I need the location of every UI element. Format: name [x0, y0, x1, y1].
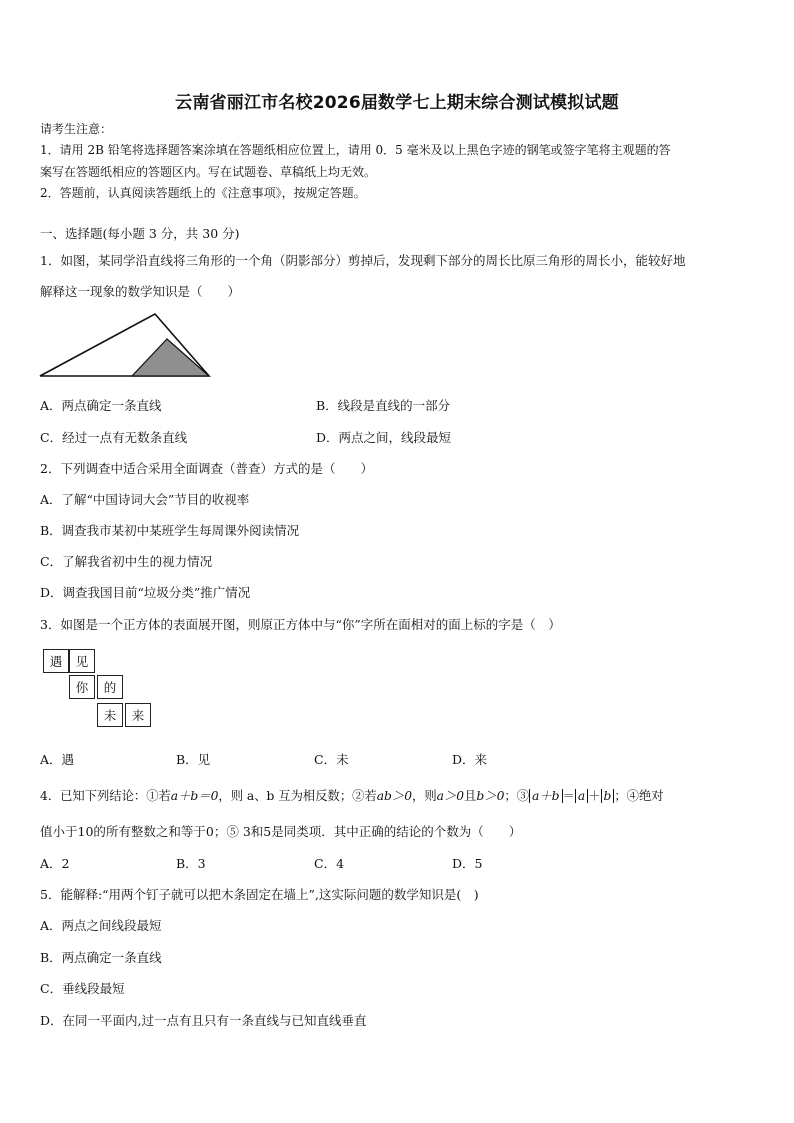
q3-stem: 3．如图是一个正方体的表面展开图，则原正方体中与“你”字所在面相对的面上标的字是（ ）: [40, 617, 561, 632]
section-heading: 一、选择题(每小题 3 分，共 30 分): [40, 226, 240, 241]
q1-stem-line-2: 解释这一现象的数学知识是（ ）: [40, 284, 241, 299]
q5-stem: 5．能解释:“用两个钉子就可以把木条固定在墙上”,这实际问题的数学知识是( ): [40, 887, 479, 902]
notice-heading: 请考生注意：: [40, 122, 113, 136]
notice-line-3: 2．答题前，认真阅读答题纸上的《注意事项》，按规定答题。: [40, 186, 366, 200]
cube-net-figure: [43, 649, 153, 729]
q4-expr-2: ab＞0: [376, 789, 413, 803]
q1-stem-line-1: 1．如图，某同学沿直线将三角形的一个角（阴影部分）剪掉后，发现剩下部分的周长比原三角形的周长小，能较好地: [40, 253, 686, 268]
net-cell-4: 的: [97, 675, 123, 699]
q3-option-d: D．来: [452, 752, 488, 767]
q2-option-d: D．调查我国目前“垃圾分类”推广情况: [40, 585, 251, 600]
q5-option-a: A．两点之间线段最短: [40, 918, 162, 933]
net-cell-1: 遇: [43, 649, 69, 673]
q3-option-b: B．见: [176, 752, 211, 767]
q4-abs-a: a: [575, 789, 588, 803]
q4-option-d: D．5: [452, 856, 483, 871]
q4-plus: ＋: [588, 789, 601, 803]
q1-option-c: C．经过一点有无数条直线: [40, 430, 188, 445]
notice-line-1: 1．请用 2B 铅笔将选择题答案涂填在答题纸相应位置上，请用 0．5 毫米及以上黑色字迹的钢笔或签字笔将主观题的答: [40, 143, 671, 157]
q4-expr-1: a＋b＝0: [170, 789, 219, 803]
shaded-corner: [132, 339, 209, 376]
q4-text-5: ；③: [504, 789, 530, 803]
q4-equals: ＝: [562, 789, 575, 803]
q1-triangle-figure: [37, 310, 213, 380]
page-title: 云南省丽江市名校2026届数学七上期末综合测试模拟试题: [175, 93, 619, 113]
q5-option-d: D．在同一平面内,过一点有且只有一条直线与已知直线垂直: [40, 1013, 367, 1028]
q2-option-c: C．了解我省初中生的视力情况: [40, 554, 213, 569]
q4-text-2: ，则 a、b 互为相反数；②若: [218, 789, 377, 803]
q4-option-b: B．3: [176, 856, 206, 871]
q4-text-4: 且: [464, 789, 477, 803]
q4-stem-line-2: 值小于10的所有整数之和等于0；⑤ 3和5是同类项．其中正确的结论的个数为（ ）: [40, 824, 522, 839]
q4-option-a: A．2: [40, 856, 70, 871]
q3-option-c: C．未: [314, 752, 349, 767]
q5-option-b: B．两点确定一条直线: [40, 950, 162, 965]
q4-stem-line-1: [40, 786, 664, 804]
q4-text-6: ；④绝对: [614, 789, 664, 803]
q4-abs-sum: a＋b: [529, 789, 563, 803]
q4-expr-4: b＞0: [476, 789, 505, 803]
q3-option-a: A．遇: [40, 752, 75, 767]
q4-option-c: C．4: [314, 856, 345, 871]
q4-abs-b: b: [601, 789, 615, 803]
net-cell-3: 你: [69, 675, 95, 699]
q4-text-3: ，则: [412, 789, 437, 803]
net-cell-6: 来: [125, 703, 151, 727]
q2-option-b: B．调查我市某初中某班学生每周课外阅读情况: [40, 523, 300, 538]
q1-option-a: A．两点确定一条直线: [40, 398, 162, 413]
q1-option-b: B．线段是直线的一部分: [316, 398, 451, 413]
net-cell-2: 见: [69, 649, 95, 673]
q2-stem: 2．下列调查中适合采用全面调查（普查）方式的是（ ）: [40, 461, 373, 476]
q4-text-1: 4．已知下列结论：①若: [40, 789, 171, 803]
q1-option-d: D．两点之间，线段最短: [316, 430, 452, 445]
net-cell-5: 未: [97, 703, 123, 727]
q2-option-a: A．了解“中国诗词大会”节目的收视率: [40, 492, 250, 507]
notice-line-2: 案写在答题纸相应的答题区内。写在试题卷、草稿纸上均无效。: [40, 165, 377, 179]
q5-option-c: C．垂线段最短: [40, 981, 125, 996]
q4-expr-3: a＞0: [436, 789, 465, 803]
